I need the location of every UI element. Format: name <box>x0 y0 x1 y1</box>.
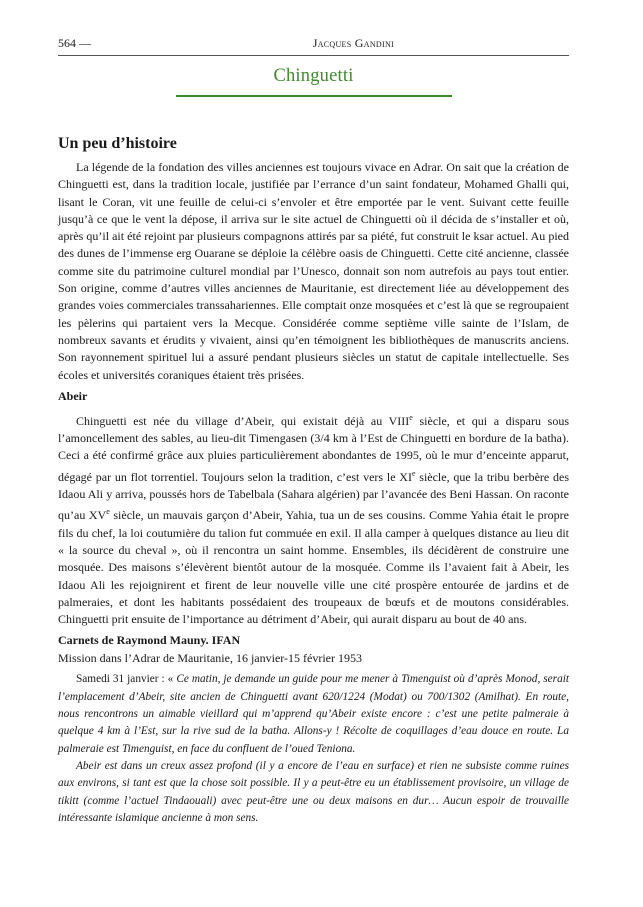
chapter-title-rule <box>176 95 452 97</box>
page-number: 564 — <box>58 36 91 50</box>
book-page <box>58 36 569 827</box>
source-block <box>58 632 569 667</box>
running-head <box>58 36 569 56</box>
journal-entry-continued: Abeir est dans un creux assez profond (il y a encore de l’eau en surface) et rien ne subsiste comme ruines aux environs, si tant est que la chose soit possible. Il y a peut-être eu un établissement provisoire, un village de tikitt (comme l’actuel Tindaouali) avec peut-être une ou deux maisons en dur… Aucun espoir de trouvaille intéressante islamique ancienne à mon sens. <box>58 759 569 824</box>
source-subtitle: Mission dans l’Adrar de Mauritanie, 16 janvier-15 février 1953 <box>58 650 363 665</box>
abeir-paragraph: Chinguetti est née du village d’Abeir, qui existait déjà au VIIIe siècle, et qui a disparu sous l’amoncellement des sables, au lieu-dit Timengasen (3/4 km à l’Est de Chinguetti en bordure de la batha). Ceci a été confirmé grâce aux pluies particulièrement abondantes de 1995, où le mur d’enceinte apparut, dégagé par un flot torrentiel. Toujours selon la tradition, c’est vers le XIe siècle, que la tribu berbère des Idaou Ali y arriva, poussés hors de Tabelbala (Sahara algérien) par l’avancée des Beni Hassan. On raconte qu’au XVe siècle, un mauvais garçon d’Abeir, Yahia, tua un de ses cousins. Comme Yahia était le propre fils du chef, la loi coutumière du talion fut commuée en exil. Il alla camper à quelques distance au lieu dit « la source du cheval », où il rencontra un saint homme. Ensembles, ils décidèrent de construire une mosquée. Des maisons s’élevèrent bientôt autour de la mosquée. Comme ils l’avaient fait à Abeir, les Idaou Ali les rejoignirent et firent de leur nouvelle ville une cité prospère entourée de jardins et de palmeraies, et dont les habitants possédaient des troupeaux de bœufs et de moutons considérables. Chinguetti prit ensuite de l’importance au détriment d’Abeir, qui aurait disparu au bout de 40 ans. <box>58 412 570 627</box>
running-head-author: Jacques Gandini <box>312 36 394 50</box>
source-title: Carnets de Raymond Mauny. IFAN <box>58 633 241 648</box>
history-paragraph: La légende de la fondation des villes anciennes est toujours vivace en Adrar. On sait que la création de Chinguetti est, dans la tradition locale, justifiée par l’errance d’un saint fondateur, Mohamed Ghalli qui, lisant le Coran, vit une feuille de celui-ci s’envoler et être emportée par le vent. Suivant cette feuille jusqu’à ce que le vent la dépose, il arriva sur le site actuel de Chinguetti où il décida de s’installer et où, après qu’il ait été rejoint par plusieurs compagnons attirés par sa piété, fut construit le ksar actuel. Au pied des dunes de l’immense erg Ouarane se déploie la célèbre oasis de Chinguetti. Cette cité ancienne, classée comme site du patrimoine culturel mondial par l’Unesco, donnait son nom autrefois au pays tout entier. Son origine, comme d’autres villes anciennes de Mauritanie, est directement liée au développement des grandes voies commerciales transsahariennes. Elle comptait onze mosquées et c’est là que se regroupaient les pèlerins qui partaient vers la Mecque. Considérée comme septième ville sainte de l’Islam, de nombreux savants et érudits y vivaient, ainsi qu’en témoignent les bibliothèques de manuscrits anciens. Son rayonnement spirituel lui a assuré pendant plusieurs siècles un statut de capitale intellectuelle. Ses écoles et universités coraniques étaient très prisées. <box>58 160 569 382</box>
chapter-title: Chinguetti <box>273 66 354 86</box>
journal-entry-date: Samedi 31 janvier : « <box>76 673 177 686</box>
section-heading-abeir: Abeir <box>58 388 88 403</box>
journal-entry <box>58 671 569 757</box>
journal-entry-text: Ce matin, je demande un guide pour me mener à Timenguist où d’après Monod, serait l’emplacement d’Abeir, site ancien de Chinguetti avant 620/1224 (Modat) ou 700/1302 (Amilhat). En route, nous rencontrons un aimable vieillard qui m’apprend qu’Abeir existe encore : c’est une petite palmeraie à quelque 4 km à l’Est, sur la rive sud de la batha. Allons-y ! Récolte de coquillages d’eau douce en route. La palmeraie est Timenguist, en face du confluent de l’oued Teniona. <box>58 673 569 755</box>
section-heading-history: Un peu d’histoire <box>58 135 177 152</box>
